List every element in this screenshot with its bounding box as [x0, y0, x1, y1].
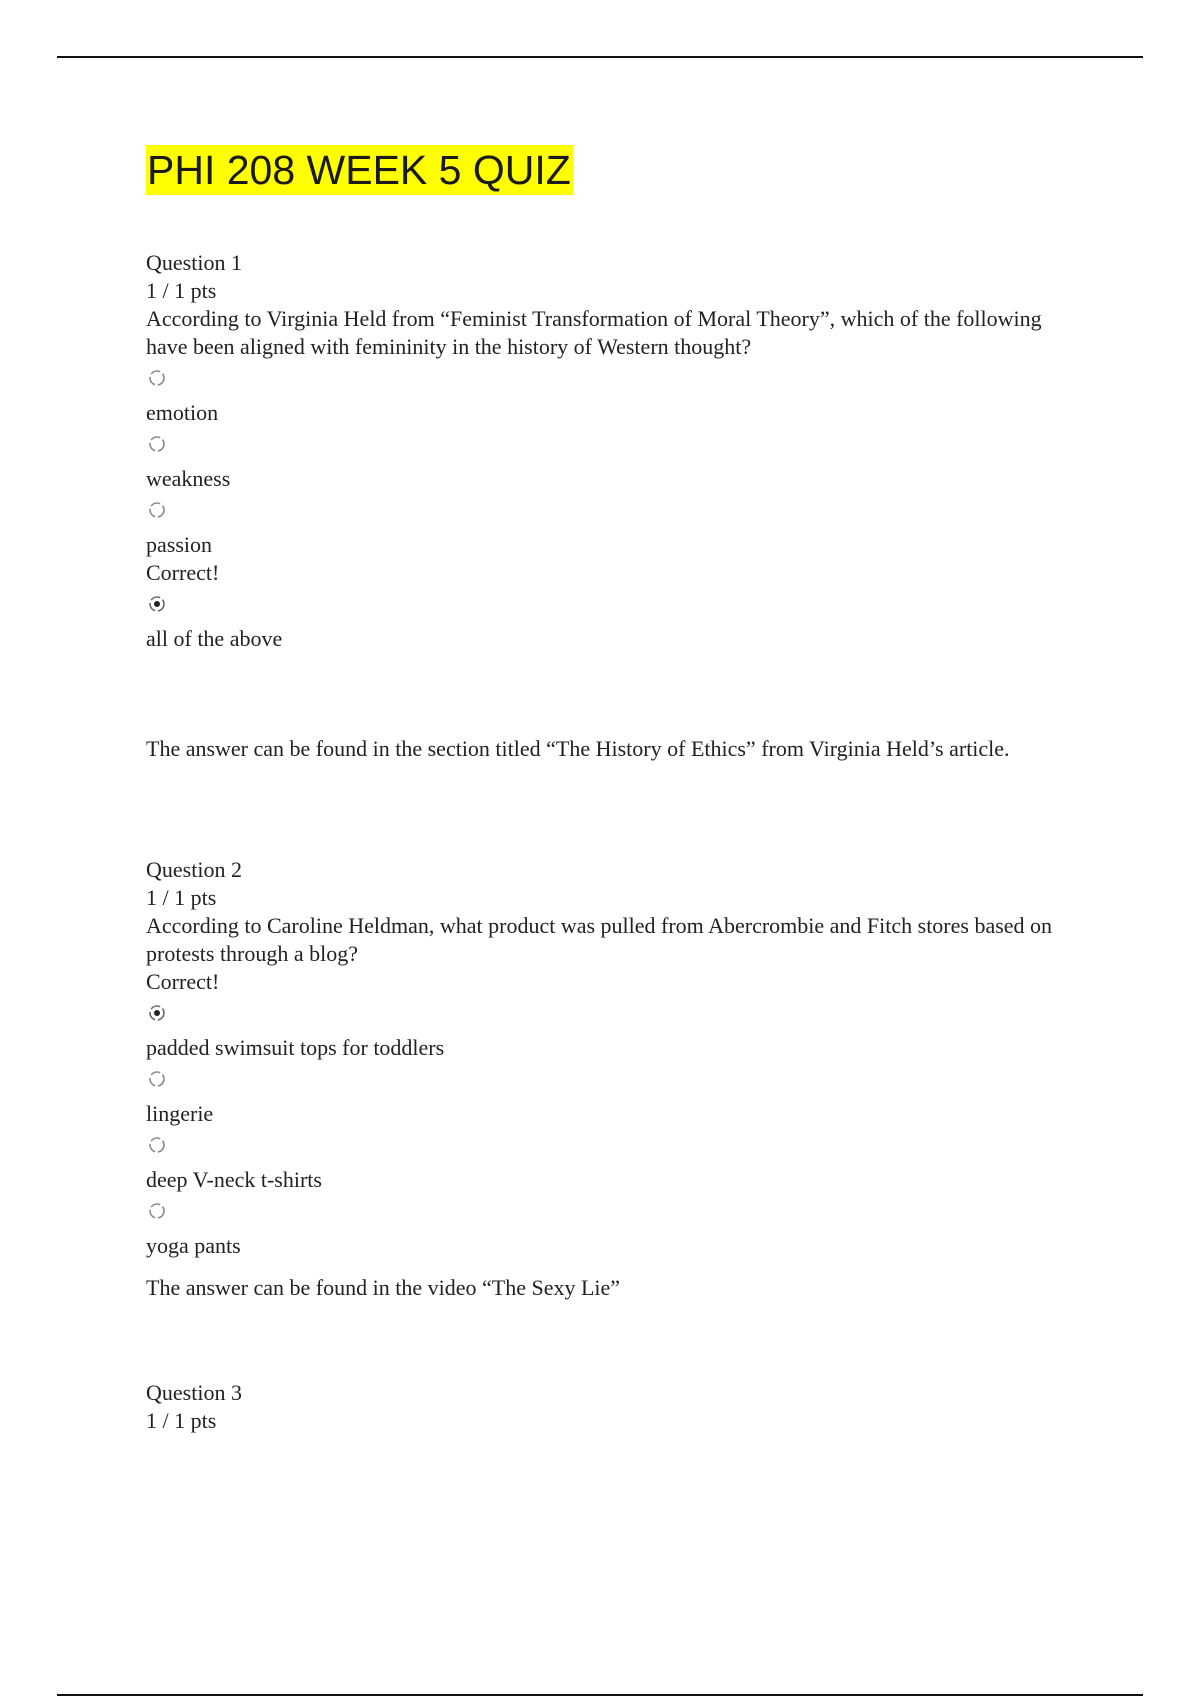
radio-icon-unselected[interactable]: [148, 369, 164, 385]
radio-icon-unselected[interactable]: [148, 1202, 164, 1218]
answer-feedback: The answer can be found in the video “The Sexy Lie”: [146, 1275, 621, 1300]
question-prompt: According to Virginia Held from “Feminist Transformation of Moral Theory”, which of the following have been aligned with femininity in the history of Western thought?: [146, 306, 1042, 359]
radio-icon-unselected[interactable]: [148, 435, 164, 451]
option-label: deep V-neck t-shirts: [146, 1167, 322, 1192]
option-label: weakness: [146, 466, 231, 491]
option-label: yoga pants: [146, 1233, 241, 1258]
question-heading: Question 3: [146, 1380, 242, 1405]
question-points: 1 / 1 pts: [146, 1408, 217, 1433]
radio-icon-selected[interactable]: [148, 1004, 164, 1020]
question-2: [146, 856, 1086, 1302]
question-1: [146, 249, 1086, 763]
radio-icon-selected[interactable]: [148, 595, 164, 611]
radio-icon-unselected[interactable]: [148, 1070, 164, 1086]
question-points: 1 / 1 pts: [146, 278, 217, 303]
radio-icon-unselected[interactable]: [148, 501, 164, 517]
question-heading: Question 1: [146, 250, 242, 275]
bottom-rule: [57, 1694, 1143, 1696]
correct-marker: Correct!: [146, 969, 220, 994]
radio-icon-unselected[interactable]: [148, 1136, 164, 1152]
answer-feedback: The answer can be found in the section titled “The History of Ethics” from Virginia Held’s article.: [146, 736, 1010, 761]
option-label: padded swimsuit tops for toddlers: [146, 1035, 445, 1060]
option-label: emotion: [146, 400, 219, 425]
question-prompt: According to Caroline Heldman, what product was pulled from Abercrombie and Fitch stores based on protests through a blog?: [146, 913, 1053, 966]
question-3: [146, 1379, 1086, 1435]
option-label: lingerie: [146, 1101, 214, 1126]
option-label: passion: [146, 532, 212, 557]
option-label: all of the above: [146, 626, 283, 651]
page-title: PHI 208 WEEK 5 QUIZ: [147, 147, 571, 193]
correct-marker: Correct!: [146, 560, 220, 585]
question-heading: Question 2: [146, 857, 242, 882]
question-points: 1 / 1 pts: [146, 885, 217, 910]
top-rule: [57, 56, 1143, 58]
